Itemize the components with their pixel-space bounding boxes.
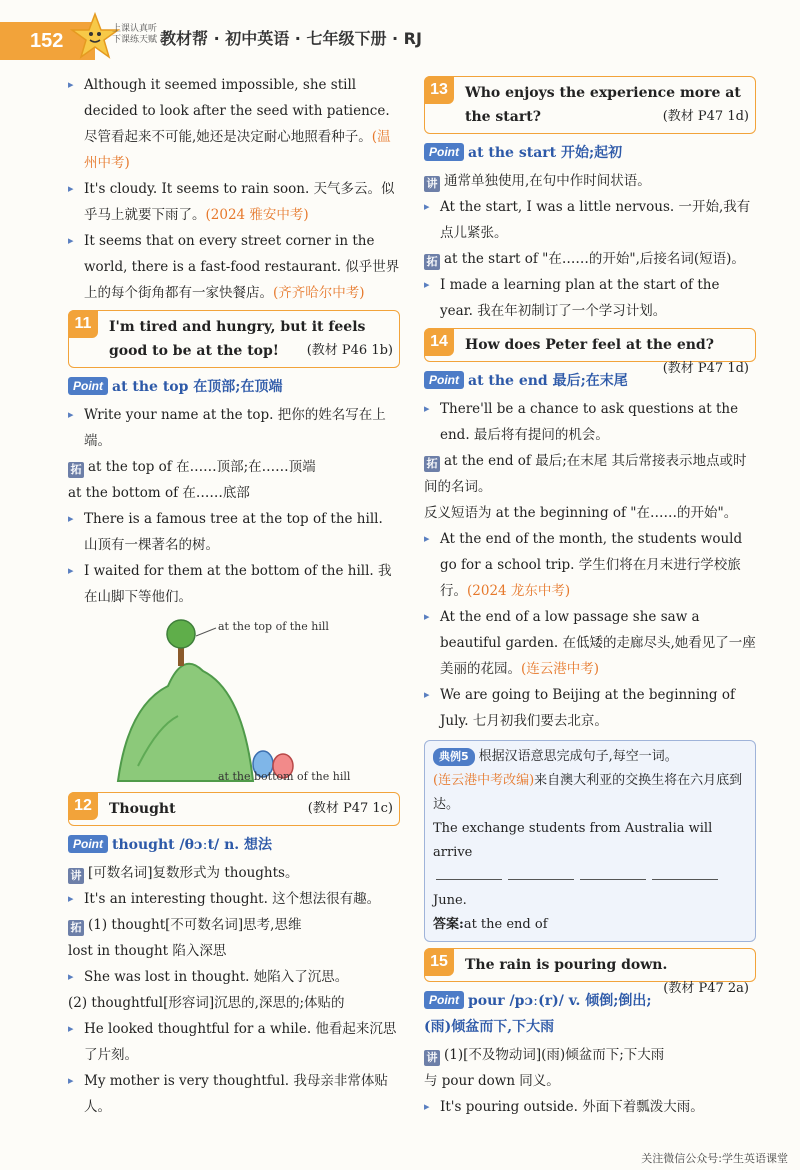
point-tag: Point [424, 143, 464, 161]
section-question: How does Peter feel at the end? [465, 337, 714, 353]
point-text: at the start 开始;起初 [468, 145, 623, 161]
point-tag: Point [424, 991, 464, 1009]
point-line [68, 832, 400, 858]
textbook-ref: (教材 P47 1c) [307, 801, 393, 816]
textbook-ref: (教材 P47 2a) [663, 981, 749, 996]
section-question: I'm tired and hungry, but it feels good to be at the top! [109, 319, 366, 359]
footer-note: 关注微信公众号:学生英语课堂 [641, 1152, 788, 1165]
source-note: (连云港中考改编) [433, 773, 535, 788]
example-instruction [433, 745, 747, 769]
example-text: At the end of a low passage she saw a beautiful garden. 在低矮的走廊尽头,她看见了一座美丽的花园。 [440, 609, 756, 677]
section-number: 14 [424, 328, 454, 356]
example-text: It seems that on every street corner in the world, there is a fast-food restaurant. 似乎世界上的每个街角都有一家快餐店。 [84, 233, 400, 301]
book-title: 教材帮 · 初中英语 · 七年级下册 · RJ [160, 29, 422, 48]
point-tag: Point [68, 835, 108, 853]
explanation-line: 与 pour down 同义。 [424, 1073, 560, 1089]
section-question: Thought [109, 801, 176, 817]
list-item: ▸ There is a famous tree at the top of the hill. 山顶有一棵著名的树。 [68, 506, 400, 558]
source-note: (2024 雅安中考) [205, 207, 309, 223]
list-item: ▸ At the start, I was a little nervous. 一开始,我有点儿紧张。 [424, 194, 756, 246]
list-item: ▸ There'll be a chance to ask questions at the end. 最后将有提问的机会。 [424, 396, 756, 448]
section-12-heading [68, 792, 400, 826]
explanation-icon: 讲 [424, 176, 440, 192]
answer-row [433, 913, 747, 937]
textbook-ref: (教材 P47 1d) [662, 109, 749, 124]
explanation-icon: 讲 [68, 868, 84, 884]
extension-line: at the bottom of 在……底部 [68, 485, 250, 501]
slogan-line: 上课认真听 [112, 24, 158, 34]
textbook-ref: (教材 P47 1d) [662, 361, 749, 376]
list-item [424, 604, 756, 682]
explanation-text: [可数名词]复数形式为 thoughts。 [88, 865, 299, 881]
point-text: pour /pɔː(r)/ v. 倾倒;倒出;(雨)倾盆而下,下大雨 [424, 993, 652, 1035]
example-sentence [433, 817, 747, 865]
answer-blank[interactable] [652, 865, 718, 880]
hill-illustration [68, 616, 400, 786]
explanation-line [68, 860, 400, 886]
chinese-prompt: 来自澳大利亚的交换生将在六月底到达。 [433, 773, 743, 812]
list-item [68, 176, 400, 228]
hill-picture [68, 616, 400, 786]
point-tag: Point [424, 371, 464, 389]
list-item: ▸ She was lost in thought. 她陷入了沉思。 [68, 964, 400, 990]
extension-icon: 拓 [68, 462, 84, 478]
point-tag: Point [68, 377, 108, 395]
explanation-line [424, 1042, 756, 1068]
right-column [424, 72, 756, 1120]
extension-line [424, 246, 756, 272]
antonym-line: 反义短语为 at the beginning of "在……的开始"。 [424, 505, 738, 521]
extension-line [68, 454, 400, 480]
point-line [424, 140, 756, 166]
list-item: ▸ My mother is very thoughtful. 我母亲非常体贴人。 [68, 1068, 400, 1120]
extension-line [424, 448, 756, 500]
explanation-icon: 讲 [424, 1050, 440, 1066]
caption-bottom: at the bottom of the hill [218, 770, 351, 783]
source-note: (2024 龙东中考) [467, 583, 571, 599]
extension-text: at the start of "在……的开始",后接名词(短语)。 [444, 251, 745, 267]
list-item [424, 526, 756, 604]
point-text: at the end 最后;在末尾 [468, 373, 628, 389]
instruction-text: 根据汉语意思完成句子,每空一词。 [478, 749, 678, 764]
point-text: thought /θɔːt/ n. 想法 [112, 837, 272, 853]
caption-top: at the top of the hill [218, 620, 329, 633]
textbook-ref: (教材 P46 1b) [306, 343, 393, 358]
section-question: The rain is pouring down. [465, 957, 668, 973]
list-item: ▸ I made a learning plan at the start of the year. 我在年初制订了一个学习计划。 [424, 272, 756, 324]
example-text: At the end of the month, the students would go for a school trip. 学生们将在月末进行学校旅行。 [440, 531, 743, 599]
list-item: ▸ We are going to Beijing at the beginning of July. 七月初我们要去北京。 [424, 682, 756, 734]
list-item: ▸ It's pouring outside. 外面下着瓢泼大雨。 [424, 1094, 756, 1120]
answer-blank[interactable] [580, 865, 646, 880]
blanks-row [433, 865, 747, 913]
example-box [424, 740, 756, 942]
section-15-heading [424, 948, 756, 996]
answer-blank[interactable] [508, 865, 574, 880]
explanation-text: (1)[不及物动词](雨)倾盆而下;下大雨 [444, 1047, 665, 1063]
explanation-line [424, 168, 756, 194]
section-13-heading [424, 76, 756, 134]
section-11-heading [68, 310, 400, 368]
sentence-start: The exchange students from Australia will arrive [433, 821, 713, 860]
slogan [112, 24, 157, 46]
extension-text: (1) thought[不可数名词]思考,思维 [88, 917, 302, 933]
list-item: ▸ Write your name at the top. 把你的姓名写在上端。 [68, 402, 400, 454]
sentence-end: June. [433, 893, 467, 908]
extension-text: at the end of 最后;在末尾 其后常接表示地点或时间的名词。 [424, 453, 747, 495]
example-text: It's cloudy. It seems to rain soon. 天气多云。似乎马上就要下雨了。 [84, 181, 395, 223]
section-number: 12 [68, 792, 98, 820]
list-item: ▸ He looked thoughtful for a while. 他看起来沉思了片刻。 [68, 1016, 400, 1068]
extension-text: at the top of 在……顶部;在……顶端 [88, 459, 316, 475]
list-item [68, 228, 400, 306]
section-number: 15 [424, 948, 454, 976]
page-header [0, 0, 800, 64]
point-line [68, 374, 400, 400]
point-text: at the top 在顶部;在顶端 [112, 379, 283, 395]
list-item: ▸ It's an interesting thought. 这个想法很有趣。 [68, 886, 400, 912]
source-note: (齐齐哈尔中考) [273, 285, 365, 301]
section-14-heading [424, 328, 756, 376]
explanation-text: 通常单独使用,在句中作时间状语。 [444, 173, 651, 189]
section-number: 11 [68, 310, 98, 338]
extension-line: lost in thought 陷入深思 [68, 943, 227, 959]
section-question: Who enjoys the experience more at the start? [465, 85, 741, 125]
answer-text: at the end of [463, 917, 548, 932]
extension-line [68, 912, 400, 938]
extension-icon: 拓 [68, 920, 84, 936]
slogan-line: 下课练天赋 [112, 35, 158, 45]
source-note: (温州中考) [84, 129, 391, 171]
section-number: 13 [424, 76, 454, 104]
example-text: Although it seemed impossible, she still decided to look after the seed with patience. 尽管看起来不可能,她还是决定耐心地照看种子。 [84, 77, 390, 145]
list-item: ▸ I waited for them at the bottom of the hill. 我在山脚下等他们。 [68, 558, 400, 610]
example-tag: 典例5 [433, 748, 475, 766]
source-note: (连云港中考) [521, 661, 600, 677]
list-item [68, 72, 400, 176]
extension-icon: 拓 [424, 254, 440, 270]
example-prompt [433, 769, 747, 817]
answer-blank[interactable] [436, 865, 502, 880]
extension-icon: 拓 [424, 456, 440, 472]
extension-line: (2) thoughtful[形容词]沉思的,深思的;体贴的 [68, 995, 345, 1011]
answer-label: 答案: [433, 917, 464, 932]
page-number: 152 [0, 22, 95, 60]
left-column [68, 72, 400, 1120]
